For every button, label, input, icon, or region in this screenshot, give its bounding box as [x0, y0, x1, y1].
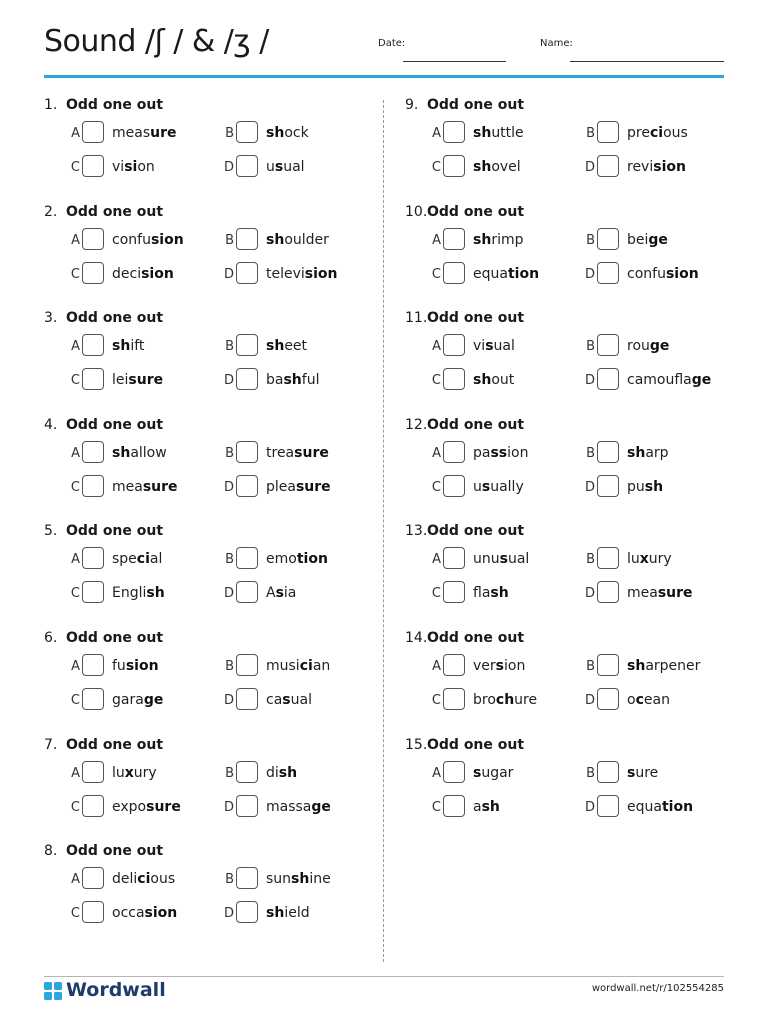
option-word: bashful	[266, 372, 320, 389]
answer-option-d[interactable]	[581, 795, 731, 821]
answer-option-d[interactable]	[220, 262, 370, 288]
option-letter: A	[71, 445, 80, 461]
name-label: Name:	[540, 38, 573, 49]
answer-checkbox[interactable]	[443, 795, 465, 817]
answer-option-b[interactable]	[220, 867, 370, 893]
answer-option-c[interactable]	[427, 368, 577, 394]
option-word: massage	[266, 798, 331, 815]
answer-option-a[interactable]	[427, 121, 577, 147]
answer-option-a[interactable]	[427, 547, 577, 573]
answer-checkbox[interactable]	[236, 368, 258, 390]
option-letter: B	[225, 232, 234, 248]
option-letter: D	[223, 479, 234, 495]
option-letter: A	[432, 765, 441, 781]
question-prompt: Odd one out	[427, 523, 525, 540]
answer-checkbox[interactable]	[443, 547, 465, 569]
answer-checkbox[interactable]	[236, 581, 258, 603]
question-number: 14.	[405, 630, 428, 646]
answer-checkbox[interactable]	[443, 654, 465, 676]
option-letter: A	[432, 445, 441, 461]
answer-option-d[interactable]	[581, 262, 731, 288]
question-item	[44, 630, 374, 730]
option-letter: C	[431, 160, 441, 175]
answer-option-c[interactable]	[66, 688, 216, 714]
answer-checkbox[interactable]	[82, 475, 104, 497]
answer-option-a[interactable]	[66, 121, 216, 147]
answer-checkbox[interactable]	[443, 441, 465, 463]
option-word: confusion	[627, 265, 699, 282]
answer-option-d[interactable]	[581, 688, 731, 714]
question-prompt: Odd one out	[66, 843, 164, 860]
question-prompt: Odd one out	[66, 203, 164, 220]
option-word: visual	[473, 338, 515, 355]
answer-checkbox[interactable]	[597, 761, 619, 783]
answer-option-a[interactable]	[66, 654, 216, 680]
option-letter: A	[71, 872, 80, 888]
question-number: 12.	[405, 416, 428, 433]
option-word: luxury	[627, 551, 672, 568]
answer-checkbox[interactable]	[82, 867, 104, 889]
answer-checkbox[interactable]	[236, 795, 258, 817]
answer-checkbox[interactable]	[236, 121, 258, 143]
option-word: measure	[627, 585, 693, 602]
question-item	[405, 737, 735, 837]
answer-checkbox[interactable]	[236, 334, 258, 356]
answer-checkbox[interactable]	[236, 761, 258, 783]
answer-option-d[interactable]	[220, 901, 370, 927]
option-word: delicious	[112, 871, 176, 888]
option-letter: D	[584, 799, 595, 815]
answer-option-a[interactable]	[66, 228, 216, 254]
question-item	[44, 310, 374, 410]
answer-option-d[interactable]	[581, 368, 731, 394]
option-word: leisure	[112, 372, 164, 389]
option-word: pleasure	[266, 478, 331, 495]
question-number: 4.	[44, 416, 58, 433]
answer-option-c[interactable]	[66, 475, 216, 501]
answer-checkbox[interactable]	[236, 441, 258, 463]
option-word: Asia	[266, 585, 297, 602]
answer-checkbox[interactable]	[597, 334, 619, 356]
answer-option-b[interactable]	[581, 121, 731, 147]
option-word: revision	[627, 159, 686, 175]
answer-option-b[interactable]	[220, 441, 370, 467]
question-prompt: Odd one out	[427, 310, 525, 327]
question-item	[44, 737, 374, 837]
question-prompt: Odd one out	[66, 310, 164, 327]
option-letter: D	[584, 373, 595, 389]
answer-option-a[interactable]	[66, 334, 216, 360]
option-letter: A	[71, 765, 80, 781]
option-word: beige	[627, 231, 668, 248]
option-word: rouge	[627, 338, 670, 355]
answer-checkbox[interactable]	[443, 262, 465, 284]
option-letter: D	[223, 266, 234, 282]
question-prompt: Odd one out	[66, 416, 164, 433]
option-word: passion	[473, 444, 529, 461]
answer-checkbox[interactable]	[443, 155, 465, 177]
answer-option-d[interactable]	[220, 368, 370, 394]
option-word: equation	[627, 798, 694, 815]
answer-option-b[interactable]	[220, 761, 370, 787]
answer-option-b[interactable]	[581, 654, 731, 680]
answer-option-d[interactable]	[220, 688, 370, 714]
answer-checkbox[interactable]	[443, 475, 465, 497]
answer-checkbox[interactable]	[236, 228, 258, 250]
option-letter: C	[431, 479, 441, 495]
question-item	[405, 97, 735, 197]
answer-checkbox[interactable]	[82, 688, 104, 710]
option-letter: D	[223, 160, 234, 175]
question-item	[44, 97, 374, 197]
footer-rule	[44, 976, 724, 977]
answer-checkbox[interactable]	[82, 228, 104, 250]
option-word: luxury	[112, 764, 157, 781]
option-letter: A	[71, 552, 80, 568]
option-word: shovel	[473, 159, 521, 175]
answer-checkbox[interactable]	[82, 334, 104, 356]
worksheet-title: Sound /ʃ / & /ʒ /	[44, 24, 269, 59]
option-letter: B	[586, 765, 595, 781]
option-letter: B	[586, 445, 595, 461]
answer-checkbox[interactable]	[82, 654, 104, 676]
option-letter: A	[71, 126, 80, 141]
answer-checkbox[interactable]	[82, 262, 104, 284]
answer-checkbox[interactable]	[82, 155, 104, 177]
answer-option-b[interactable]	[581, 547, 731, 573]
option-word: exposure	[112, 798, 181, 815]
answer-checkbox[interactable]	[597, 654, 619, 676]
option-word: special	[112, 551, 163, 568]
answer-checkbox[interactable]	[597, 688, 619, 710]
question-number: 9.	[405, 97, 419, 113]
option-word: shuttle	[473, 125, 524, 141]
answer-option-d[interactable]	[220, 795, 370, 821]
option-word: push	[627, 478, 664, 495]
question-number: 13.	[405, 523, 428, 540]
question-number: 8.	[44, 843, 58, 860]
answer-option-a[interactable]	[427, 654, 577, 680]
question-prompt: Odd one out	[427, 416, 525, 433]
answer-checkbox[interactable]	[82, 795, 104, 817]
option-word: garage	[112, 692, 164, 708]
answer-checkbox[interactable]	[597, 581, 619, 603]
answer-checkbox[interactable]	[236, 475, 258, 497]
option-word: measure	[112, 125, 177, 141]
question-number: 6.	[44, 630, 58, 646]
name-underline	[570, 61, 724, 62]
answer-checkbox[interactable]	[597, 547, 619, 569]
option-word: sugar	[473, 764, 514, 781]
answer-option-c[interactable]	[427, 262, 577, 288]
question-item	[405, 630, 735, 730]
answer-option-b[interactable]	[581, 334, 731, 360]
question-number: 15.	[405, 736, 428, 753]
option-letter: B	[225, 445, 234, 461]
option-word: confusion	[112, 231, 184, 248]
option-letter: A	[432, 659, 441, 674]
option-letter: C	[70, 373, 80, 389]
answer-checkbox[interactable]	[443, 334, 465, 356]
option-word: treasure	[266, 444, 329, 461]
answer-checkbox[interactable]	[236, 155, 258, 177]
option-word: decision	[112, 265, 174, 282]
option-letter: C	[70, 906, 80, 922]
answer-option-a[interactable]	[66, 867, 216, 893]
answer-checkbox[interactable]	[82, 761, 104, 783]
option-letter: B	[225, 126, 234, 141]
answer-checkbox[interactable]	[82, 368, 104, 390]
answer-option-d[interactable]	[581, 155, 731, 181]
answer-checkbox[interactable]	[597, 155, 619, 177]
option-letter: A	[71, 232, 80, 248]
option-letter: C	[70, 160, 80, 175]
question-number: 11.	[405, 310, 428, 327]
answer-checkbox[interactable]	[443, 761, 465, 783]
answer-checkbox[interactable]	[443, 228, 465, 250]
option-word: fusion	[112, 658, 159, 674]
question-item	[44, 417, 374, 517]
answer-checkbox[interactable]	[236, 867, 258, 889]
column-divider	[383, 100, 384, 962]
question-prompt: Odd one out	[66, 630, 164, 646]
answer-checkbox[interactable]	[597, 441, 619, 463]
question-number: 7.	[44, 736, 58, 753]
option-letter: A	[71, 659, 80, 674]
answer-option-c[interactable]	[427, 155, 577, 181]
option-word: casual	[266, 692, 312, 708]
question-number: 1.	[44, 97, 58, 113]
answer-option-d[interactable]	[220, 581, 370, 607]
question-item	[405, 523, 735, 623]
option-letter: B	[586, 126, 595, 141]
answer-checkbox[interactable]	[82, 901, 104, 923]
option-word: ocean	[627, 692, 670, 708]
question-prompt: Odd one out	[66, 523, 164, 540]
answer-option-a[interactable]	[66, 441, 216, 467]
answer-option-b[interactable]	[581, 228, 731, 254]
answer-checkbox[interactable]	[82, 121, 104, 143]
option-word: sunshine	[266, 871, 331, 888]
answer-option-b[interactable]	[220, 547, 370, 573]
option-word: measure	[112, 478, 178, 495]
answer-checkbox[interactable]	[82, 581, 104, 603]
question-prompt: Odd one out	[427, 97, 525, 113]
answer-checkbox[interactable]	[443, 688, 465, 710]
question-number: 5.	[44, 523, 58, 540]
option-letter: A	[432, 552, 441, 568]
answer-checkbox[interactable]	[597, 475, 619, 497]
option-word: camouflage	[627, 372, 712, 389]
answer-option-a[interactable]	[427, 441, 577, 467]
answer-checkbox[interactable]	[236, 547, 258, 569]
option-word: shift	[112, 338, 145, 355]
option-word: musician	[266, 658, 331, 674]
option-letter: D	[223, 693, 234, 708]
option-word: sheet	[266, 338, 308, 355]
answer-option-b[interactable]	[220, 654, 370, 680]
option-letter: A	[432, 126, 441, 141]
option-letter: B	[225, 659, 234, 674]
question-number: 2.	[44, 203, 58, 220]
answer-checkbox[interactable]	[597, 368, 619, 390]
question-item	[405, 204, 735, 304]
option-letter: A	[432, 232, 441, 248]
option-word: sure	[627, 764, 659, 781]
question-item	[405, 310, 735, 410]
option-letter: B	[225, 765, 234, 781]
question-number: 10.	[405, 203, 428, 220]
option-letter: B	[586, 232, 595, 248]
option-letter: C	[431, 373, 441, 389]
answer-checkbox[interactable]	[82, 547, 104, 569]
answer-checkbox[interactable]	[597, 121, 619, 143]
answer-option-c[interactable]	[66, 795, 216, 821]
brand-name: Wordwall	[66, 979, 166, 1001]
answer-checkbox[interactable]	[236, 688, 258, 710]
option-word: shock	[266, 125, 309, 141]
answer-option-a[interactable]	[66, 761, 216, 787]
question-prompt: Odd one out	[427, 736, 525, 753]
answer-option-b[interactable]	[220, 334, 370, 360]
option-letter: D	[584, 693, 595, 708]
option-letter: D	[223, 799, 234, 815]
header-rule	[44, 75, 724, 78]
answer-checkbox[interactable]	[443, 368, 465, 390]
question-item	[44, 843, 374, 943]
answer-option-b[interactable]	[220, 121, 370, 147]
option-letter: A	[432, 339, 441, 355]
answer-option-c[interactable]	[66, 262, 216, 288]
question-item	[44, 523, 374, 623]
option-word: sharp	[627, 444, 669, 461]
answer-option-a[interactable]	[427, 334, 577, 360]
date-label: Date:	[378, 38, 406, 49]
option-word: English	[112, 585, 165, 602]
option-word: shrimp	[473, 231, 524, 248]
question-item	[44, 204, 374, 304]
answer-option-b[interactable]	[581, 441, 731, 467]
answer-checkbox[interactable]	[236, 901, 258, 923]
option-word: shout	[473, 372, 515, 389]
option-word: dish	[266, 764, 298, 781]
option-letter: B	[586, 552, 595, 568]
option-word: brochure	[473, 692, 538, 708]
question-prompt: Odd one out	[66, 97, 164, 113]
question-prompt: Odd one out	[427, 203, 525, 220]
question-prompt: Odd one out	[427, 630, 525, 646]
answer-option-c[interactable]	[427, 688, 577, 714]
option-word: vision	[112, 159, 155, 175]
answer-checkbox[interactable]	[597, 262, 619, 284]
option-word: sharpener	[627, 658, 701, 674]
option-letter: D	[584, 266, 595, 282]
option-letter: A	[71, 339, 80, 355]
question-item	[405, 417, 735, 517]
option-letter: D	[223, 906, 234, 922]
option-letter: C	[431, 586, 441, 602]
option-word: equation	[473, 265, 540, 282]
resource-url[interactable]: wordwall.net/r/102554285	[591, 983, 724, 994]
option-word: precious	[627, 125, 688, 141]
option-word: usual	[266, 159, 305, 175]
option-word: television	[266, 265, 338, 282]
answer-checkbox[interactable]	[236, 654, 258, 676]
option-letter: B	[225, 872, 234, 888]
option-letter: D	[584, 479, 595, 495]
answer-option-a[interactable]	[66, 547, 216, 573]
answer-checkbox[interactable]	[597, 795, 619, 817]
option-word: shield	[266, 905, 310, 922]
option-letter: B	[586, 339, 595, 355]
answer-checkbox[interactable]	[82, 441, 104, 463]
option-letter: B	[586, 659, 595, 674]
answer-option-c[interactable]	[66, 155, 216, 181]
option-letter: C	[70, 693, 80, 708]
question-number: 3.	[44, 310, 58, 327]
answer-option-c[interactable]	[427, 475, 577, 501]
option-word: usually	[473, 478, 524, 495]
answer-option-c[interactable]	[66, 368, 216, 394]
option-letter: C	[70, 266, 80, 282]
option-word: occasion	[112, 905, 178, 922]
answer-checkbox[interactable]	[443, 121, 465, 143]
answer-option-c[interactable]	[427, 581, 577, 607]
answer-option-c[interactable]	[427, 795, 577, 821]
answer-checkbox[interactable]	[236, 262, 258, 284]
option-letter: D	[223, 586, 234, 602]
answer-checkbox[interactable]	[443, 581, 465, 603]
option-word: shoulder	[266, 231, 329, 248]
answer-option-d[interactable]	[581, 581, 731, 607]
date-underline	[403, 61, 506, 62]
option-letter: D	[584, 160, 595, 175]
answer-option-c[interactable]	[66, 901, 216, 927]
answer-option-b[interactable]	[581, 761, 731, 787]
option-letter: C	[70, 586, 80, 602]
option-letter: C	[70, 799, 80, 815]
option-word: ash	[473, 798, 500, 815]
option-letter: C	[70, 479, 80, 495]
option-word: version	[473, 658, 526, 674]
wordwall-logo-icon	[44, 982, 62, 1000]
option-letter: B	[225, 552, 234, 568]
answer-option-d[interactable]	[220, 475, 370, 501]
option-word: unusual	[473, 551, 530, 568]
answer-option-d[interactable]	[581, 475, 731, 501]
option-letter: B	[225, 339, 234, 355]
question-prompt: Odd one out	[66, 736, 164, 753]
option-letter: D	[584, 586, 595, 602]
option-word: shallow	[112, 444, 167, 461]
option-letter: D	[223, 373, 234, 389]
answer-option-b[interactable]	[220, 228, 370, 254]
option-letter: C	[431, 799, 441, 815]
option-word: flash	[473, 585, 509, 602]
answer-option-d[interactable]	[220, 155, 370, 181]
option-word: emotion	[266, 551, 328, 568]
answer-option-a[interactable]	[427, 228, 577, 254]
answer-option-c[interactable]	[66, 581, 216, 607]
option-letter: C	[431, 266, 441, 282]
option-letter: C	[431, 693, 441, 708]
answer-checkbox[interactable]	[597, 228, 619, 250]
answer-option-a[interactable]	[427, 761, 577, 787]
